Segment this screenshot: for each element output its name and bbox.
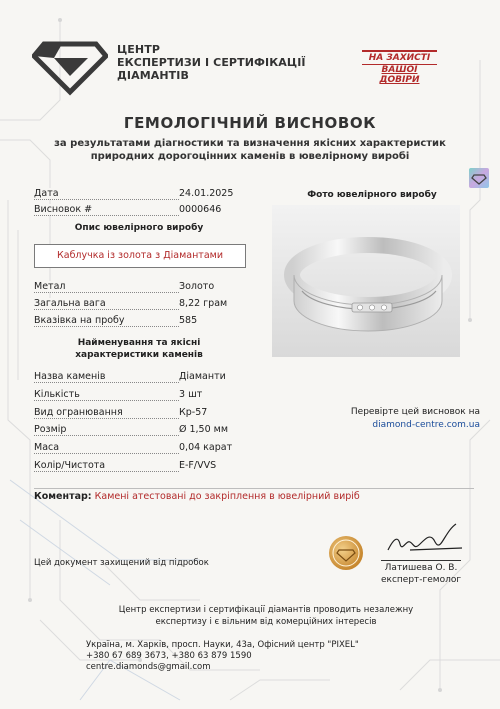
comment-label: Коментар: [34,491,92,502]
photo-label: Фото ювелірного виробу [307,190,437,200]
jewelry-description-box: Каблучка із золота з Діамантами [34,244,246,268]
gold-seal-icon [327,534,365,572]
size-row [34,424,274,438]
color-clarity-label: Колір/Чистота [34,460,106,471]
number-label: Висновок # [34,204,93,215]
signer-role: експерт-гемолог [381,575,462,585]
stone-name-row [34,371,274,385]
subtitle-line-2: природних дорогоцінних каменів в ювелірному виробі [90,151,410,162]
cut-value: Кр-57 [179,407,208,418]
hallmark-value: 585 [179,315,198,326]
footer-line-1: Центр експертизи і сертифікації діамантів проводить незалежну [118,605,414,615]
verify-link[interactable]: diamond-centre.com.ua [372,420,480,430]
document-subtitle [30,137,470,163]
mass-row [34,442,274,456]
contacts-block [86,640,446,673]
stamp-line-2: ВАШОЇ [381,65,418,75]
stones-section-heading [34,337,244,361]
contact-email[interactable]: centre.diamonds@gmail.com [86,662,211,672]
jewelry-section-heading: Опис ювелірного виробу [74,223,204,233]
contact-phones[interactable]: +380 67 689 3673, +380 63 879 1590 [86,651,252,661]
size-value: Ø 1,50 мм [179,424,229,435]
cut-label: Вид огранювання [34,407,123,418]
stone-count-row [34,389,274,403]
signer-name: Латишева О. В. [381,560,461,574]
number-row [34,204,274,218]
signer-block [381,560,461,586]
footer-statement [86,604,446,628]
stone-name-value: Діаманти [179,371,226,382]
mass-label: Маса [34,442,60,453]
protection-note: Цей документ захищений від підробок [34,558,209,568]
divider [34,488,474,489]
stone-count-label: Кількість [34,389,80,400]
stone-count-value: 3 шт [179,389,203,400]
hallmark-row [34,315,274,329]
organization-line-3: ДІАМАНТІВ [117,69,189,82]
document-title: ГЕМОЛОГІЧНИЙ ВИСНОВОК [123,114,377,132]
footer-line-2: експертизу і є вільним від комерційних інтересів [155,617,377,627]
ring-image-icon [272,205,460,357]
verify-text: Перевірте цей висновок на [350,407,480,417]
metal-row [34,281,274,295]
color-clarity-value: E-F/VVS [179,460,217,471]
ring-photo [272,205,460,357]
number-value: 0000646 [179,204,222,215]
organization-line-1: ЦЕНТР [117,43,160,56]
weight-label: Загальна вага [34,298,106,309]
comment-row [34,491,360,502]
metal-value: Золото [179,281,215,292]
stamp-line-3: ДОВІРИ [379,75,420,85]
hologram-sticker-icon [468,167,490,189]
subtitle-line-1: за результатами діагностики та визначення якісних характеристик [54,138,446,149]
color-clarity-row [34,460,274,474]
stamp-line-1: НА ЗАХИСТІ [362,50,437,65]
organization-line-2: ЕКСПЕРТИЗИ І СЕРТИФІКАЦІЇ [117,56,306,69]
mass-value: 0,04 карат [179,442,233,453]
cut-row [34,407,274,421]
signature-icon [380,520,468,560]
metal-label: Метал [34,281,66,292]
trust-stamp [362,50,437,85]
date-row [34,188,274,202]
comment-value: Камені атестовані до закріплення в ювелірний виріб [94,491,360,502]
stones-heading-line-1: Найменування та якісні [77,338,201,348]
contact-address: Україна, м. Харків, просп. Науки, 43а, Офісний центр "PIXEL" [86,640,359,650]
date-label: Дата [34,188,59,199]
size-label: Розмір [34,424,67,435]
stones-heading-line-2: характеристики каменів [75,350,203,360]
hallmark-label: Вказівка на пробу [34,315,125,326]
organization-name [117,43,306,82]
weight-row [34,298,274,312]
verify-block [300,406,480,432]
date-value: 24.01.2025 [179,188,234,199]
stone-name-label: Назва каменів [34,371,106,382]
diamond-logo-icon [32,40,108,96]
weight-value: 8,22 грам [179,298,228,309]
